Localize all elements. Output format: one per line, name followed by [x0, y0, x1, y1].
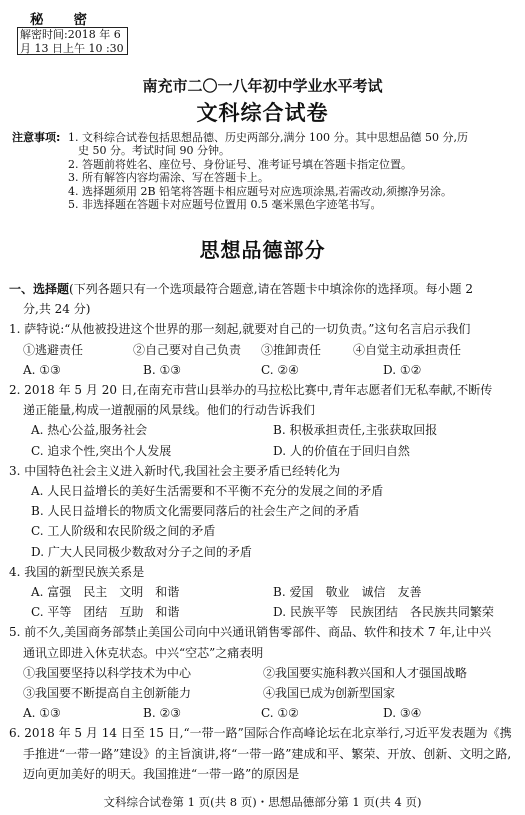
question-statements — [9, 683, 515, 703]
secret-char: 密 — [73, 12, 89, 28]
note-item: 5. 非选择题在答题卡对应题号位置用 0.5 毫米黑色字迹笔书写。 — [68, 198, 382, 212]
statement: ①逃避责任 — [23, 342, 84, 357]
notes-label: 注意事项: — [12, 131, 61, 144]
question-stem: 通讯立即进入休克状态。中兴“空芯”之痛表明 — [23, 645, 264, 660]
option: B. ①③ — [143, 362, 181, 377]
option: B. 人民日益增长的物质文化需要同落后的社会生产之间的矛盾 — [31, 504, 360, 519]
option: B. 积极承担责任,主张获取回报 — [273, 423, 438, 438]
decrypt-time-line: 解密时间:2018 年 6 — [20, 28, 121, 41]
statement: ④我国已成为创新型国家 — [263, 686, 396, 701]
statement: ③我国要不断提高自主创新能力 — [23, 686, 192, 701]
question-stem: 3. 中国特色社会主义进入新时代,我国社会主要矛盾已经转化为 — [9, 463, 341, 478]
question-stem: 4. 我国的新型民族关系是 — [9, 564, 145, 579]
question-stem: 2. 2018 年 5 月 20 日,在南充市营山县举办的马拉松比赛中,青年志愿者们无私奉献,不断传 — [9, 383, 493, 398]
question-stem: 5. 前不久,美国商务部禁止美国公司向中兴通讯销售零部件、商品、软件和技术 7 年,让中兴 — [9, 625, 492, 640]
part-instruction: (下列各题只有一个选项最符合题意,请在答题卡中填涂你的选择项。每小题 2 — [69, 282, 473, 296]
question-options — [9, 602, 515, 622]
option: C. 工人阶级和农民阶级之间的矛盾 — [31, 524, 216, 539]
question-options — [9, 420, 515, 440]
question-stem: 手推进“一带一路”建设》的主旨演讲,将“一带一路”建成和平、繁荣、开放、创新、文明之路, — [23, 746, 512, 761]
note-item: 史 50 分。考试时间 90 分钟。 — [78, 144, 230, 158]
questions-block — [9, 279, 515, 784]
question-stem: 递正能量,构成一道靓丽的风景线。他们的行动告诉我们 — [23, 403, 315, 418]
note-item: 2. 答题前将姓名、座位号、身份证号、准考证号填在答题卡指定位置。 — [68, 157, 412, 171]
statement: ④自觉主动承担责任 — [353, 342, 462, 357]
option: D. 广大人民同极少数敌对分子之间的矛盾 — [31, 544, 252, 559]
secret-char: 秘 — [30, 12, 46, 28]
option: C. 追求个性,突出个人发展 — [31, 443, 172, 458]
part-heading — [9, 279, 515, 299]
option: A. 人民日益增长的美好生活需要和不平衡不充分的发展之间的矛盾 — [31, 484, 384, 499]
statement: ②我国要实施科教兴国和人才强国战略 — [263, 665, 468, 680]
question-statements — [9, 663, 515, 683]
option: B. 爱国 敬业 诚信 友善 — [273, 585, 422, 600]
option: C. ②④ — [261, 362, 299, 377]
question-stem: 6. 2018 年 5 月 14 日至 15 日,“一带一路”国际合作高峰论坛在北京举行,习近平发表题为《携 — [9, 726, 512, 741]
statement: ①我国要坚持以科学技术为中心 — [23, 665, 192, 680]
option: B. ②③ — [143, 706, 181, 721]
part-instruction: 分,共 24 分) — [23, 302, 91, 317]
option: A. ①③ — [23, 362, 61, 377]
question-options — [9, 441, 515, 461]
question-statements — [9, 340, 515, 360]
paper-title: 文科综合试卷 — [196, 101, 329, 125]
statement: ③推卸责任 — [261, 342, 322, 357]
question-stem: 1. 萨特说:“从他被投进这个世界的那一刻起,就要对自己的一切负责。”这句名言启示我们 — [9, 322, 471, 337]
option: D. 人的价值在于回归自然 — [273, 443, 410, 458]
secret-mark — [30, 8, 89, 28]
option: A. 富强 民主 文明 和谐 — [31, 585, 180, 600]
note-item: 4. 选择题须用 2B 铅笔将答题卡相应题号对应选项涂黑,若需改动,须擦净另涂。 — [68, 184, 453, 198]
section-title: 思想品德部分 — [199, 238, 326, 262]
question-options — [9, 360, 515, 380]
exam-title: 南充市二〇一八年初中学业水平考试 — [142, 77, 383, 95]
part-label: 一、选择题 — [9, 282, 70, 296]
option: D. 民族平等 民族团结 各民族共同繁荣 — [273, 605, 494, 620]
option: D. ③④ — [383, 706, 422, 721]
decrypt-time-box — [17, 27, 128, 55]
option: C. 平等 团结 互助 和谐 — [31, 605, 180, 620]
question-options — [9, 703, 515, 723]
question-options — [9, 582, 515, 602]
option: A. 热心公益,服务社会 — [31, 423, 148, 438]
page-footer: 文科综合试卷第 1 页(共 8 页)・思想品德部分第 1 页(共 4 页) — [103, 795, 422, 809]
statement: ②自己要对自己负责 — [133, 342, 242, 357]
question-stem: 迈向更加美好的明天。我国推进“一带一路”的原因是 — [23, 766, 300, 781]
option: D. ①② — [383, 362, 422, 377]
note-item: 1. 文科综合试卷包括思想品德、历史两部分,满分 100 分。其中思想品德 50 分,历 — [68, 131, 468, 144]
option: A. ①③ — [23, 706, 61, 721]
notes-block — [12, 131, 512, 211]
decrypt-time-line: 月 13 日上午 10 :30 — [20, 42, 124, 55]
note-item: 3. 所有解答内容均需涂、写在答题卡上。 — [68, 171, 269, 185]
option: C. ①② — [261, 706, 299, 721]
